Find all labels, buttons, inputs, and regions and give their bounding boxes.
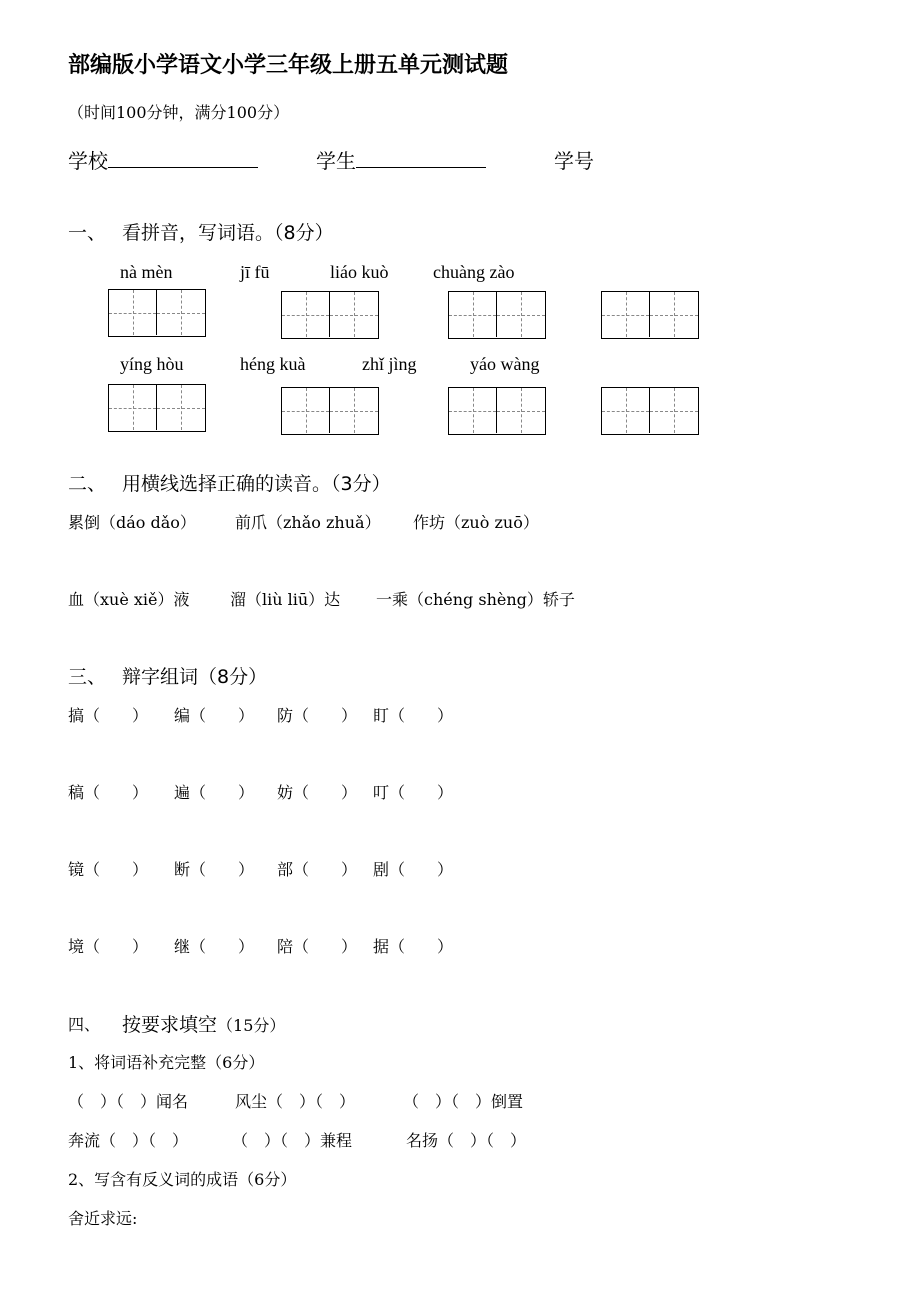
section-4-heading xyxy=(122,1010,285,1037)
writing-grid[interactable] xyxy=(281,291,379,339)
pinyin-prompt: chuàng zào xyxy=(433,262,515,282)
word-blank[interactable]: 继（ ） xyxy=(174,937,255,956)
pinyin-prompt: héng kuà xyxy=(240,354,306,374)
pinyin-prompt: liáo kuò xyxy=(330,262,389,282)
reading-choice[interactable]: 一乘（chéng shèng）轿子 xyxy=(376,590,575,609)
word-blank[interactable]: 剧（ ） xyxy=(373,860,454,879)
writing-grid[interactable] xyxy=(108,384,206,432)
word-blank[interactable]: 据（ ） xyxy=(373,937,454,956)
question-4-2: 2、写含有反义词的成语（6分） xyxy=(68,1170,297,1189)
idiom-blank[interactable]: （ ）（ ）倒置 xyxy=(403,1092,524,1111)
pinyin-prompt: yíng hòu xyxy=(120,354,184,374)
school-blank[interactable] xyxy=(108,149,258,168)
page-title: 部编版小学语文小学三年级上册五单元测试题 xyxy=(68,53,509,78)
word-blank[interactable]: 断（ ） xyxy=(174,860,255,879)
word-blank[interactable]: 盯（ ） xyxy=(373,706,454,725)
reading-choice[interactable]: 血（xuè xiě）液 xyxy=(68,590,190,609)
reading-choice[interactable]: 前爪（zhǎo zhuǎ） xyxy=(235,513,381,532)
word-blank[interactable]: 境（ ） xyxy=(68,937,149,956)
word-blank[interactable]: 叮（ ） xyxy=(373,783,454,802)
word-blank[interactable]: 陪（ ） xyxy=(277,937,358,956)
writing-grid[interactable] xyxy=(601,291,699,339)
student-field xyxy=(316,145,486,174)
word-blank[interactable]: 防（ ） xyxy=(277,706,358,725)
reading-choice[interactable]: 作坊（zuò zuō） xyxy=(413,513,539,532)
idiom-blank[interactable]: 风尘（ ）（ ） xyxy=(235,1092,356,1111)
school-field xyxy=(68,145,258,174)
idiom-blank[interactable]: 名扬（ ）（ ） xyxy=(406,1131,527,1150)
school-label: 学校 xyxy=(68,149,108,173)
number-label: 学号 xyxy=(554,149,594,173)
section-4-number: 四、 xyxy=(68,1015,101,1034)
pinyin-prompt: nà mèn xyxy=(120,262,173,282)
pinyin-prompt: yáo wàng xyxy=(470,354,540,374)
section-2-title: 用横线选择正确的读音。（3分） xyxy=(122,473,391,495)
section-2-number: 二、 xyxy=(68,473,107,495)
student-label: 学生 xyxy=(316,149,356,173)
section-4-score: （15分） xyxy=(217,1016,286,1035)
word-blank[interactable]: 妨（ ） xyxy=(277,783,358,802)
section-3-title: 辩字组词（8分） xyxy=(122,666,268,688)
antonym-idiom-prompt: 舍近求远: xyxy=(68,1209,138,1228)
word-blank[interactable]: 部（ ） xyxy=(277,860,358,879)
idiom-blank[interactable]: （ ）（ ）兼程 xyxy=(232,1131,353,1150)
word-blank[interactable]: 编（ ） xyxy=(174,706,255,725)
writing-grid[interactable] xyxy=(108,289,206,337)
writing-grid[interactable] xyxy=(448,387,546,435)
idiom-blank[interactable]: （ ）（ ）闻名 xyxy=(68,1092,189,1111)
word-blank[interactable]: 稿（ ） xyxy=(68,783,149,802)
pinyin-prompt: jī fū xyxy=(240,262,270,282)
section-1-number: 一、 xyxy=(68,222,107,244)
writing-grid[interactable] xyxy=(281,387,379,435)
question-4-1: 1、将词语补充完整（6分） xyxy=(68,1053,265,1072)
word-blank[interactable]: 镜（ ） xyxy=(68,860,149,879)
section-4-title: 按要求填空 xyxy=(122,1014,218,1036)
exam-time-note: （时间100分钟，满分100分） xyxy=(68,103,290,122)
student-blank[interactable] xyxy=(356,149,486,168)
reading-choice[interactable]: 累倒（dáo dǎo） xyxy=(68,513,196,532)
idiom-blank[interactable]: 奔流（ ）（ ） xyxy=(68,1131,189,1150)
word-blank[interactable]: 遍（ ） xyxy=(174,783,255,802)
section-1-title: 看拼音，写词语。（8分） xyxy=(122,222,334,244)
writing-grid[interactable] xyxy=(601,387,699,435)
word-blank[interactable]: 搞（ ） xyxy=(68,706,149,725)
writing-grid[interactable] xyxy=(448,291,546,339)
pinyin-prompt: zhǐ jìng xyxy=(362,354,417,374)
reading-choice[interactable]: 溜（liù liū）达 xyxy=(230,590,341,609)
section-3-number: 三、 xyxy=(68,666,107,688)
